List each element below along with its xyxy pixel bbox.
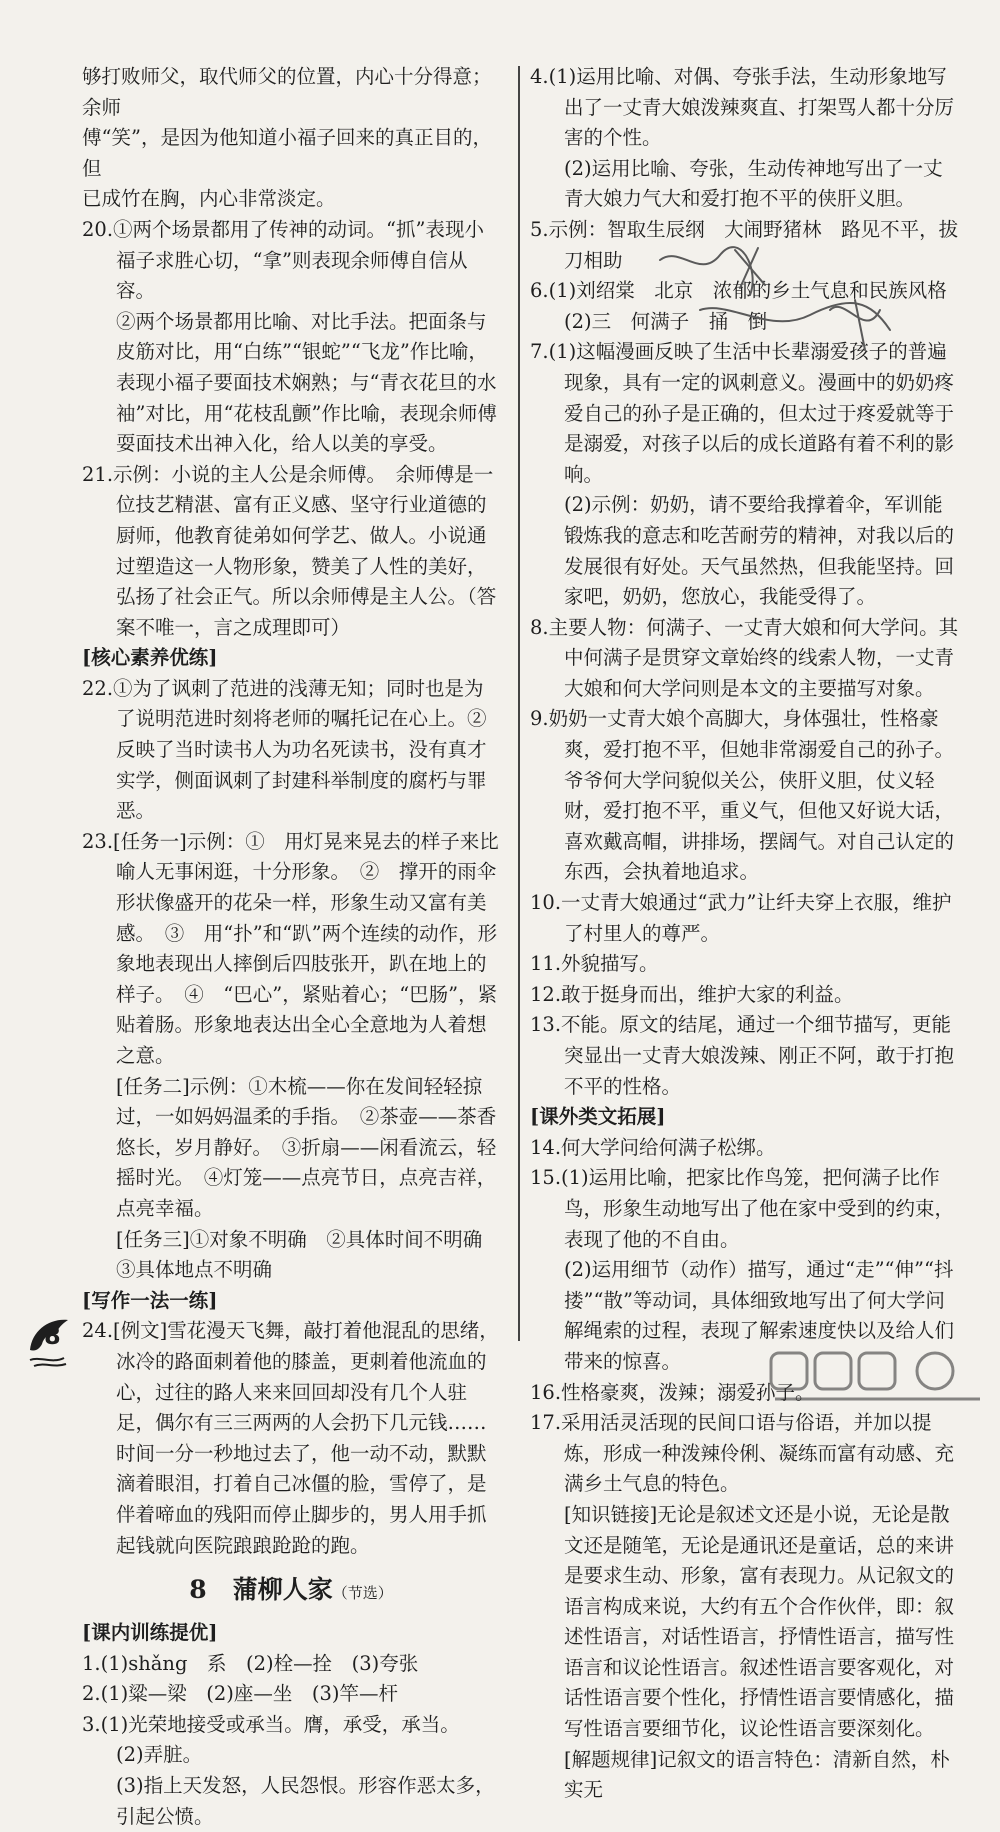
answer-text: 敢于挺身而出，维护大家的利益。 xyxy=(561,982,854,1006)
scribble-stroke xyxy=(735,248,765,288)
text-line: 够打败师父，取代师父的位置，内心十分得意；余师 xyxy=(82,65,492,119)
column-divider xyxy=(518,66,520,1341)
answer-2 xyxy=(82,1679,500,1710)
answer-number: 7. xyxy=(530,340,549,364)
answer-number: 15. xyxy=(530,1166,562,1190)
text-line: 已成竹在胸，内心非常淡定。 xyxy=(82,187,336,211)
answer-3 xyxy=(82,1710,500,1741)
knowledge-link: [知识链接]无论是叙述文还是小说，无论是散文还是随笔，无论是通讯还是童话，总的来讲是要求生动、形象，富有表现力。从记叙文的语言构成来说，大约有五个合作伙伴，即：叙述性语言，对话性语言，抒情性语言，描写性语言和议论性语言。叙述性语言要客观化，对话性语言要个性化，抒情性语言要情感化，描写性语言要细节化，议论性语言要深刻化。 xyxy=(564,1502,955,1741)
answer-9 xyxy=(530,704,962,888)
answer-24 xyxy=(82,1316,500,1561)
scribble-stroke xyxy=(830,300,880,350)
answer-text: [任务一]示例：① 用灯晃来晃去的样子来比喻人无事闲逛，十分形象。 ② 撑开的雨伞形状像盛开的花朵一样，形象生动又富有美感。 ③ 用“扑”和“趴”两个连续的动作，形象地表现出人摔倒后四肢张开，趴在地上的样子。 ④ “巴心”，紧贴着心；“巴肠”，紧贴着肠。形象地表达出全心全意地为人着想之意。 xyxy=(113,829,499,1067)
answer-text: 何大学问给何满子松绑。 xyxy=(561,1135,776,1159)
answer-14 xyxy=(530,1133,962,1164)
lesson-note: （节选） xyxy=(332,1584,393,1603)
answer-number: 10. xyxy=(530,891,562,915)
answer-12 xyxy=(530,980,962,1011)
answer-text: (1)运用比喻，把家比作鸟笼，把何满子比作鸟，形象生动地写出了他在家中受到的约束，表现了他的不自由。 xyxy=(561,1166,955,1251)
answer-text: 一丈青大娘通过“武力”让纤夫穿上衣服，维护了村里人的尊严。 xyxy=(561,891,952,945)
section-heading-extracurricular: [课外类文拓展] xyxy=(530,1105,666,1129)
answer-text: (1)运用比喻、对偶、夸张手法，生动形象地写出了一丈青大娘泼辣爽直、打架骂人都十分厉害的个性。 xyxy=(548,65,955,150)
answer-text: ①为了讽刺了范进的浅薄无知；同时也是为了说明范进时刻将老师的嘱托记在心上。②反映了当时读书人为功名死读书，没有真才实学，侧面讽刺了封建科举制度的腐朽与罪恶。 xyxy=(113,676,487,823)
answer-text: (1)刘绍棠 北京 浓郁的乡土气息和民族风格 xyxy=(548,279,947,303)
answer-number: 2. xyxy=(82,1682,101,1706)
answer-7-part-2: (2)示例：奶奶，请不要给我撑着伞，军训能锻炼我的意志和吃苦耐劳的精神，对我以后的发展很有好处。天气虽然热，但我能坚持。回家吧，奶奶，您放心，我能受得了。 xyxy=(564,493,955,609)
section-heading-inclass: [课内训练提优] xyxy=(82,1621,218,1645)
answer-20 xyxy=(82,215,500,307)
answer-22 xyxy=(82,674,500,827)
answer-number: 17. xyxy=(530,1411,562,1435)
answer-number: 6. xyxy=(530,279,549,303)
answer-number: 9. xyxy=(530,707,549,731)
solving-rule: [解题规律]记叙文的语言特色：清新自然，朴实无 xyxy=(564,1747,950,1802)
section-heading-writing: [写作一法一练] xyxy=(82,1288,218,1312)
answer-text: 示例：小说的主人公是余师傅。 余师傅是一位技艺精湛、富有正义感、坚守行业道德的厨师，他教育徒弟如何学艺、做人。小说通过塑造这一人物形象，赞美了人性的美好，弘扬了社会正气。所以余师傅是主人公。（答案不唯一，言之成理即可） xyxy=(113,462,497,639)
answer-15 xyxy=(530,1163,962,1255)
answer-3-part-2: (2)弄脏。 xyxy=(116,1743,203,1767)
answer-23 xyxy=(82,827,500,1072)
answer-text: 性格豪爽，泼辣；溺爱孙子。 xyxy=(561,1380,815,1404)
answer-13 xyxy=(530,1010,962,1102)
answer-7 xyxy=(530,337,962,490)
answer-text: (1)粱—梁 (2)座—坐 (3)竿—杆 xyxy=(100,1682,398,1706)
answer-11 xyxy=(530,949,962,980)
watermark-logo-icon xyxy=(765,1345,990,1405)
answer-text: (1)光荣地接受或承当。膺，承受，承当。 xyxy=(100,1712,460,1736)
answer-number: 20. xyxy=(82,217,114,241)
answer-1 xyxy=(82,1649,500,1680)
answer-number: 13. xyxy=(530,1013,562,1037)
answer-23-task-3-cont: ③具体地点不明确 xyxy=(116,1258,273,1282)
answer-10 xyxy=(530,888,962,949)
answer-text: ①两个场景都用了传神的动词。“抓”表现小福子求胜心切，“拿”则表现余师傅自信从容。 xyxy=(113,217,484,303)
answer-4-part-2: (2)运用比喻、夸张，生动传神地写出了一丈青大娘力气大和爱打抱不平的侠肝义胆。 xyxy=(564,156,943,211)
answer-6-part-2: (2)三 何满子 捅 倒 xyxy=(564,309,768,333)
answer-text: (1)这幅漫画反映了生活中长辈溺爱孩子的普遍现象，具有一定的讽刺意义。漫画中的奶奶疼爱自己的孙子是正确的，但太过于疼爱就等于是溺爱，对孩子以后的成长道路有着不利的影响。 xyxy=(548,340,955,486)
answer-number: 1. xyxy=(82,1651,101,1675)
answer-number: 5. xyxy=(530,217,549,241)
pencil-scribble xyxy=(640,240,920,360)
answer-number: 12. xyxy=(530,982,562,1006)
lesson-name: 蒲柳人家 xyxy=(232,1575,333,1605)
answer-4 xyxy=(530,62,962,154)
answer-text: (1)shǎng 系 (2)栓—拴 (3)夸张 xyxy=(100,1651,419,1675)
answer-text: 不能。原文的结尾，通过一个细节描写，更能突显出一丈青大娘泼辣、刚正不阿，敢于打抱不平的性格。 xyxy=(561,1013,955,1098)
answer-3-part-3: (3)指上天发怒，人民怨恨。形容作恶太多，引起公愤。 xyxy=(116,1774,495,1828)
answer-23-task-3: [任务三]①对象不明确 ②具体时间不明确 xyxy=(116,1227,483,1251)
answer-number: 3. xyxy=(82,1712,101,1736)
answer-text: 采用活灵活现的民间口语与俗语，并加以提炼，形成一种泼辣伶俐、凝练而富有动感、充满乡土气息的特色。 xyxy=(561,1411,955,1496)
answer-number: 24. xyxy=(82,1319,114,1343)
left-column xyxy=(82,62,500,1832)
page-number: 8 xyxy=(44,1322,61,1350)
section-heading-core: [核心素养优练] xyxy=(82,646,218,670)
answer-number: 4. xyxy=(530,65,549,88)
answer-number: 11. xyxy=(530,952,562,976)
answer-21 xyxy=(82,460,500,644)
answer-text: 奶奶一丈青大娘个高脚大，身体强壮，性格豪爽，爱打抱不平，但她非常溺爱自己的孙子。 爷爷何大学问貌似关公，侠肝义胆，仗义轻财，爱打抱不平，重义气，但他又好说大话，喜欢戴高帽，讲排场，摆阔气。对自己认定的东西，会执着地追求。 xyxy=(548,707,964,884)
answer-text: 外貌描写。 xyxy=(561,952,659,976)
answer-17 xyxy=(530,1408,962,1500)
text-line: 傅“笑”，是因为他知道小福子回来的真正目的，但 xyxy=(82,126,492,180)
answer-23-task-2: [任务二]示例：①木梳——你在发间轻轻掠过，一如妈妈温柔的手指。 ②茶壶——茶香悠长，岁月静好。 ③折扇——闲看流云，轻摇时光。 ④灯笼——点亮节日，点亮吉祥，点亮幸福。 xyxy=(116,1074,497,1220)
answer-number: 22. xyxy=(82,676,114,700)
answer-number: 14. xyxy=(530,1135,562,1159)
scribble-stroke xyxy=(700,303,890,330)
lesson-title xyxy=(82,1573,500,1610)
lesson-number: 8 xyxy=(189,1575,207,1605)
answer-number: 23. xyxy=(82,829,114,853)
answer-20-part-2: ②两个场景都用比喻、对比手法。把面条与皮筋对比，用“白练”“银蛇”“飞龙”作比喻，表现小福子要面技术娴熟；与“青衣花旦的水袖”对比，用“花枝乱颤”作比喻，表现余师傅耍面技术出神入化，给人以美的享受。 xyxy=(116,309,497,456)
answer-number: 16. xyxy=(530,1380,562,1404)
answer-text: 示例：智取生辰纲 大闹野猪林 路见不平，拔刀相助 xyxy=(548,217,959,272)
answer-number: 21. xyxy=(82,462,114,486)
answer-15-part-2: (2)运用细节（动作）描写，通过“走”“伸”“抖搂”“散”等动词，具体细致地写出了何大学问解绳索的过程，表现了解索速度快以及给人们带来的惊喜。 xyxy=(564,1258,955,1373)
answer-text: [例文]雪花漫天飞舞，敲打着他混乱的思绪，冰冷的路面刺着他的膝盖，更刺着他流血的心，过往的路人来来回回却没有几个人驻足，偶尔有三三两两的人会扔下几元钱……时间一分一秒地过去了，他一动不动，默默滴着眼泪，打着自己冰僵的脸，雪停了，是伴着啼血的残阳而停止脚步的，男人用手抓起钱就向医院踉踉跄跄的跑。 xyxy=(113,1319,499,1557)
answer-8 xyxy=(530,613,962,705)
answer-text: 主要人物：何满子、一丈青大娘和何大学问。其中何满子是贯穿文章始终的线索人物，一丈青大娘和何大学问则是本文的主要描写对象。 xyxy=(548,615,959,700)
answer-number: 8. xyxy=(530,615,549,639)
